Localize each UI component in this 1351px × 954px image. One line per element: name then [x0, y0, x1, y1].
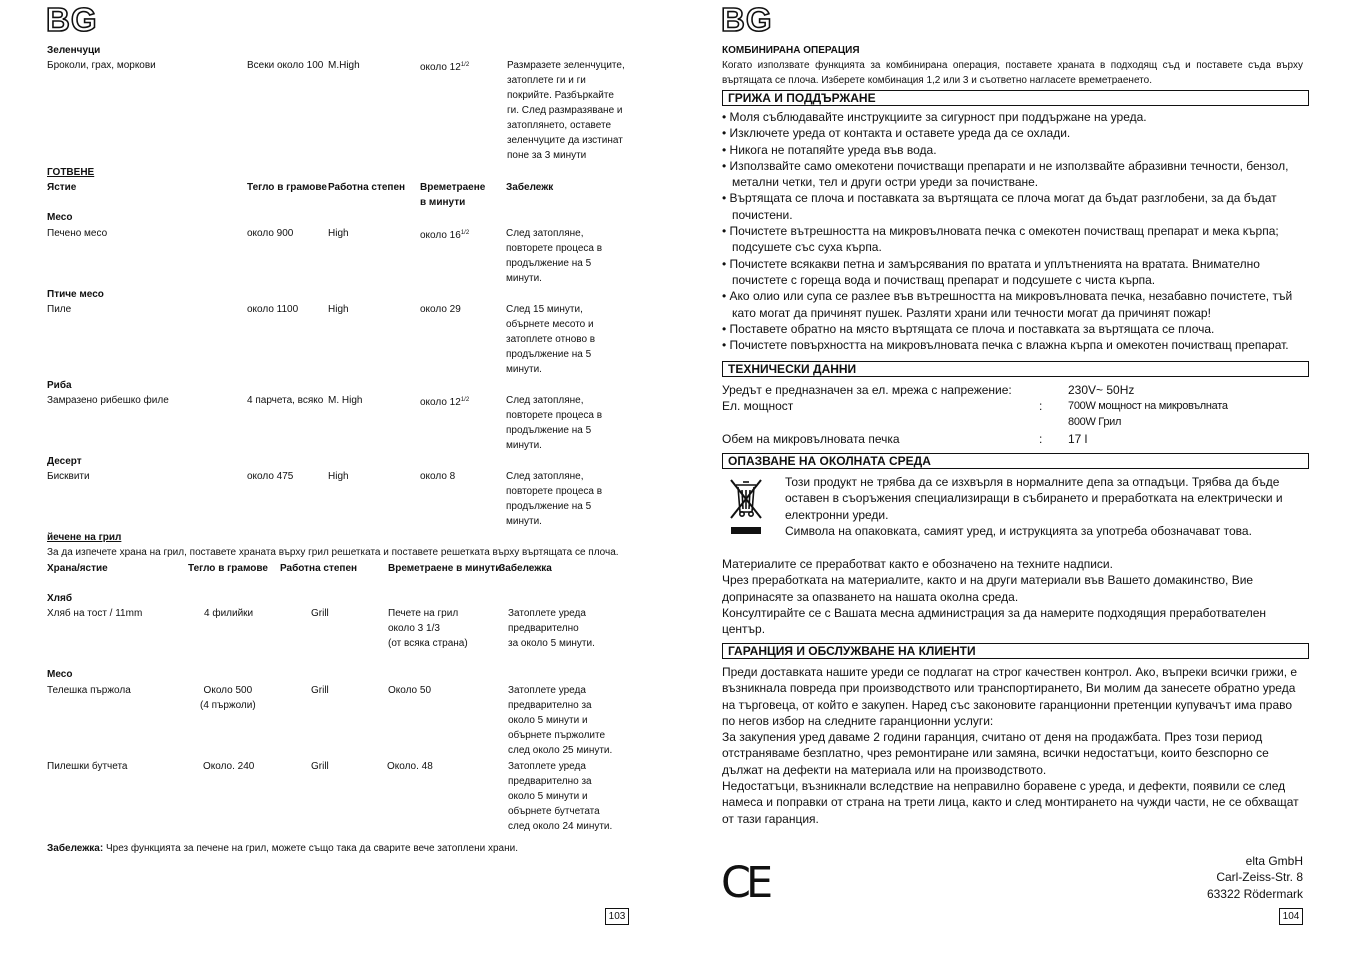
page-number-right: 104 [1279, 908, 1303, 925]
cooking-header-dish: Ястие [47, 182, 77, 193]
cooking-dish: Пиле [47, 304, 72, 315]
cooking-power: High [328, 228, 349, 239]
combined-text-line1: Когато използвате функцията за комбинирана операция, поставете храната в подходящ съд и поставете съда върху [722, 60, 1303, 71]
care-bullet: • Почистете повърхността на микровълновата печка с влажна кърпа и омекотен почистващ препарат. [722, 338, 1289, 353]
grill-time: Около 50 [388, 685, 432, 696]
grill-time: Около. 48 [387, 761, 433, 772]
cooking-header-time: Времетраене в минути [420, 182, 486, 208]
warranty-section-heading: ГАРАНЦИЯ И ОБСЛУЖВАНЕ НА КЛИЕНТИ [722, 643, 1309, 659]
ce-mark-icon: CE [721, 858, 769, 908]
cooking-weight: около 1100 [247, 304, 299, 315]
grill-header-dish: Храна/ястие [47, 563, 108, 574]
cooking-heading: ГОТВЕНЕ [47, 167, 95, 178]
combined-heading: КОМБИНИРАНА ОПЕРАЦИЯ [722, 45, 860, 56]
grill-header-weight: Тегло в грамове [188, 563, 268, 574]
cooking-time: около 29 [420, 304, 461, 315]
grill-header-note: Забележка [499, 563, 552, 574]
cooking-power: M. High [328, 395, 363, 406]
cooking-dish: Замразено рибешко филе [47, 395, 169, 406]
cooking-power: High [328, 471, 349, 482]
weee-bin-icon [728, 477, 764, 537]
care-bullet: • Въртящата се плоча и поставката за въртящата се плоча могат да бъдат разглобени, за да бъдат почистени. [722, 191, 1277, 222]
cooking-dish: Бисквити [47, 471, 90, 482]
cooking-dish: Печено месо [47, 228, 108, 239]
grill-header-time: Времетраене в минути [388, 563, 502, 574]
grill-footnote: Забележка: Чрез функцията за печене на грил, можете също така да сварите вече затоплени храни. [47, 843, 518, 854]
cooking-note: След затопляне, повторете процеса в продължение на 5 минути. [506, 471, 603, 527]
cooking-time: около $12^{1/2}$ [420, 397, 470, 408]
grill-dish: Пилешки бутчета [47, 761, 128, 772]
vegetables-note: Размразете зеленчуците, затоплете ги и ги покрийте. Разбъркайте ги. След размразяване и затоплянето, оставете зеленчуците да изстинат поне за 3 минути [507, 60, 625, 161]
cooking-header-note: Забележк [506, 182, 554, 193]
cooking-time: около 8 [420, 471, 456, 482]
care-bullet: • Използвайте само омекотени почистващи препарати и не използвайте абразивни течности, бензол, метални четки, тел и други остри уреди за почистване. [722, 158, 1289, 190]
cooking-header-power: Работна степен [328, 182, 406, 193]
grill-header-power: Работна степен [280, 563, 358, 574]
vegetables-power: M.High [328, 60, 360, 71]
vegetables-time: около $12^{1/2}$ [420, 62, 470, 73]
grill-dish: Хляб на тост / 11mm [47, 608, 143, 619]
grill-bread-title: Хляб [47, 593, 73, 604]
tech-value: 17 l [1068, 432, 1088, 446]
grill-dish: Телешка пържола [47, 685, 131, 696]
cooking-weight: 4 парчета, всяко [247, 395, 324, 406]
grill-meat-title: Месо [47, 669, 73, 680]
grill-note: Затоплете уреда предварително за около 5 минути и обърнете бутчетата след около 24 минути. [508, 761, 613, 832]
env-section-heading: ОПАЗВАНЕ НА ОКОЛНАТА СРЕДА [722, 453, 1309, 469]
cooking-weight: около 900 [247, 228, 294, 239]
grill-power: Grill [311, 608, 329, 619]
care-bullet: • Поставете обратно на място въртящата се плоча и поставката за въртящата се плоча. [722, 321, 1215, 336]
care-bullet: • Ако олио или супа се разлее във вътрешността на микровълновата печка, незабавно почистете, тъй като могат да причинят пушек. Разляти храни или течности могат да причинят пожар! [722, 289, 1293, 320]
cooking-header-weight: Тегло в грамове [247, 182, 327, 193]
grill-power: Grill [311, 761, 329, 772]
cooking-group-title: Десерт [47, 456, 82, 467]
care-bullet: • Изключете уреда от контакта и оставете уреда да се охлади. [722, 126, 1071, 141]
grill-intro: За да изпечете храна на грил, поставете храната върху грил решетката и поставете решетката върху въртящата се плоча. [47, 547, 619, 558]
tech-colon: : [1039, 432, 1043, 446]
care-bullet: • Моля съблюдавайте инструкциите за сигурност при поддържане на уреда. [722, 110, 1147, 124]
care-bullet: • Почистете вътрешността на микровълновата печка с омекотен почистващ препарат и мека кърпа; подсушете със суха кърпа. [722, 224, 1279, 255]
combined-text-line2: въртящата се плоча. Изберете комбинация 1,2 или 3 и съответно нагласете времетраенето. [722, 75, 1152, 86]
cooking-note: След затопляне, повторете процеса в продължение на 5 минути. [506, 395, 603, 451]
cooking-note: След 15 минути, обърнете месото и затоплете отново в продължение на 5 минути. [506, 304, 596, 375]
care-section-heading: ГРИЖА И ПОДДЪРЖАНЕ [722, 90, 1309, 106]
tech-label: Ел. мощност [722, 399, 794, 413]
grill-weight: Около. 240 [203, 761, 255, 772]
grill-weight: 4 филийки [204, 608, 254, 619]
tech-label: Уредът е предназначен за ел. мрежа с напрежение: [722, 383, 1012, 397]
grill-note: Затоплете уреда предварително за около 5 минути и обърнете пържолите след около 25 минути. [508, 685, 613, 756]
tech-section-heading: ТЕХНИЧЕСКИ ДАННИ [722, 361, 1309, 377]
warranty-text: Преди доставката нашите уреди се подлагат на строг качествен контрол. Ако, въпреки всички грижи, е възникнала повреда при производството или транспортирането, Ви молим да занесете обратно уреда на търговеца, от който е закупен. Наред със законовите гаранционни претенции купувачът има право по негов избор на следните гаранционни услуги: За закупения уред даваме 2 години гаранция, считано от деня на продажбата. През този период отстраняваме безплатно, чрез ремонтиране или замяна, всички недостатъци, които безспорно се дължат на дефекти на материала или на производството. Недостатъци, възникнали вследствие на неправилно боравене с уреда, и дефекти, появили се след намеса и поправки от страна на трети лица, както и след монтирането на чужди части, не се обхващат от тази гаранция. [722, 665, 1299, 826]
tech-value: 700W мощност на микровълната 800W Грил [1068, 400, 1228, 429]
grill-note: Затоплете уреда предварително за около 5 минути. [508, 608, 595, 649]
env-text: Материалите се преработват както е обозначено на техните надписи. Чрез преработката на материалите, както и на други материали във Вашето домакинство, Вие допринасяте за опазването на нашата околна среда. Консултирайте се с Вашата месна администрация за да намерите подходящия преработвателен център. [722, 557, 1266, 637]
page-number-left: 103 [605, 908, 629, 925]
language-badge-right: BG [721, 1, 773, 38]
cooking-weight: около 475 [247, 471, 294, 482]
vegetables-weight: Всеки около 100 [247, 60, 324, 71]
care-bullet: • Почистете всякакви петна и замърсявания по вратата и уплътненията на вратата. Внимателно почистете с гореща вода и почистващ препарат и подсушете с чиста кърпа. [722, 256, 1260, 287]
company-address: elta GmbH Carl-Zeiss-Str. 8 63322 Rödermark [1206, 854, 1303, 901]
tech-colon: : [1039, 399, 1043, 413]
cooking-note: След затопляне, повторете процеса в продължение на 5 минути. [506, 228, 603, 284]
vegetables-heading: Зеленчуци [47, 45, 101, 56]
tech-value: 230V~ 50Hz [1068, 383, 1135, 397]
grill-weight: Около 500 (4 пържоли) [200, 685, 256, 711]
env-icon-text: Този продукт не трябва да се изхвърля в нормалните депа за отпадъци. Трябва да бъде оставен в съоръжения специализиращи в събирането и преработката на електрически и електронни уреди. Символа на опаковката, самият уред, и иструкцията за употреба обозначават това. [785, 475, 1283, 538]
cooking-group-title: Месо [47, 212, 73, 223]
tech-label: Обем на микровълновата печка [722, 432, 900, 446]
grill-time: Печете на грил около 3 1/3 (от всяка страна) [388, 608, 468, 649]
cooking-group-title: Риба [47, 380, 72, 391]
cooking-power: High [328, 304, 349, 315]
care-bullet: • Никога не потапяйте уреда във вода. [722, 142, 937, 157]
grill-heading: йечене на грил [47, 532, 122, 543]
cooking-group-title: Птиче месо [47, 289, 104, 300]
vegetables-dish: Броколи, грах, моркови [47, 60, 156, 71]
cooking-time: около $16^{1/2}$ [420, 230, 470, 241]
grill-power: Grill [311, 685, 329, 696]
care-bullet-list [722, 109, 1312, 353]
language-badge-left: BG [46, 1, 98, 38]
